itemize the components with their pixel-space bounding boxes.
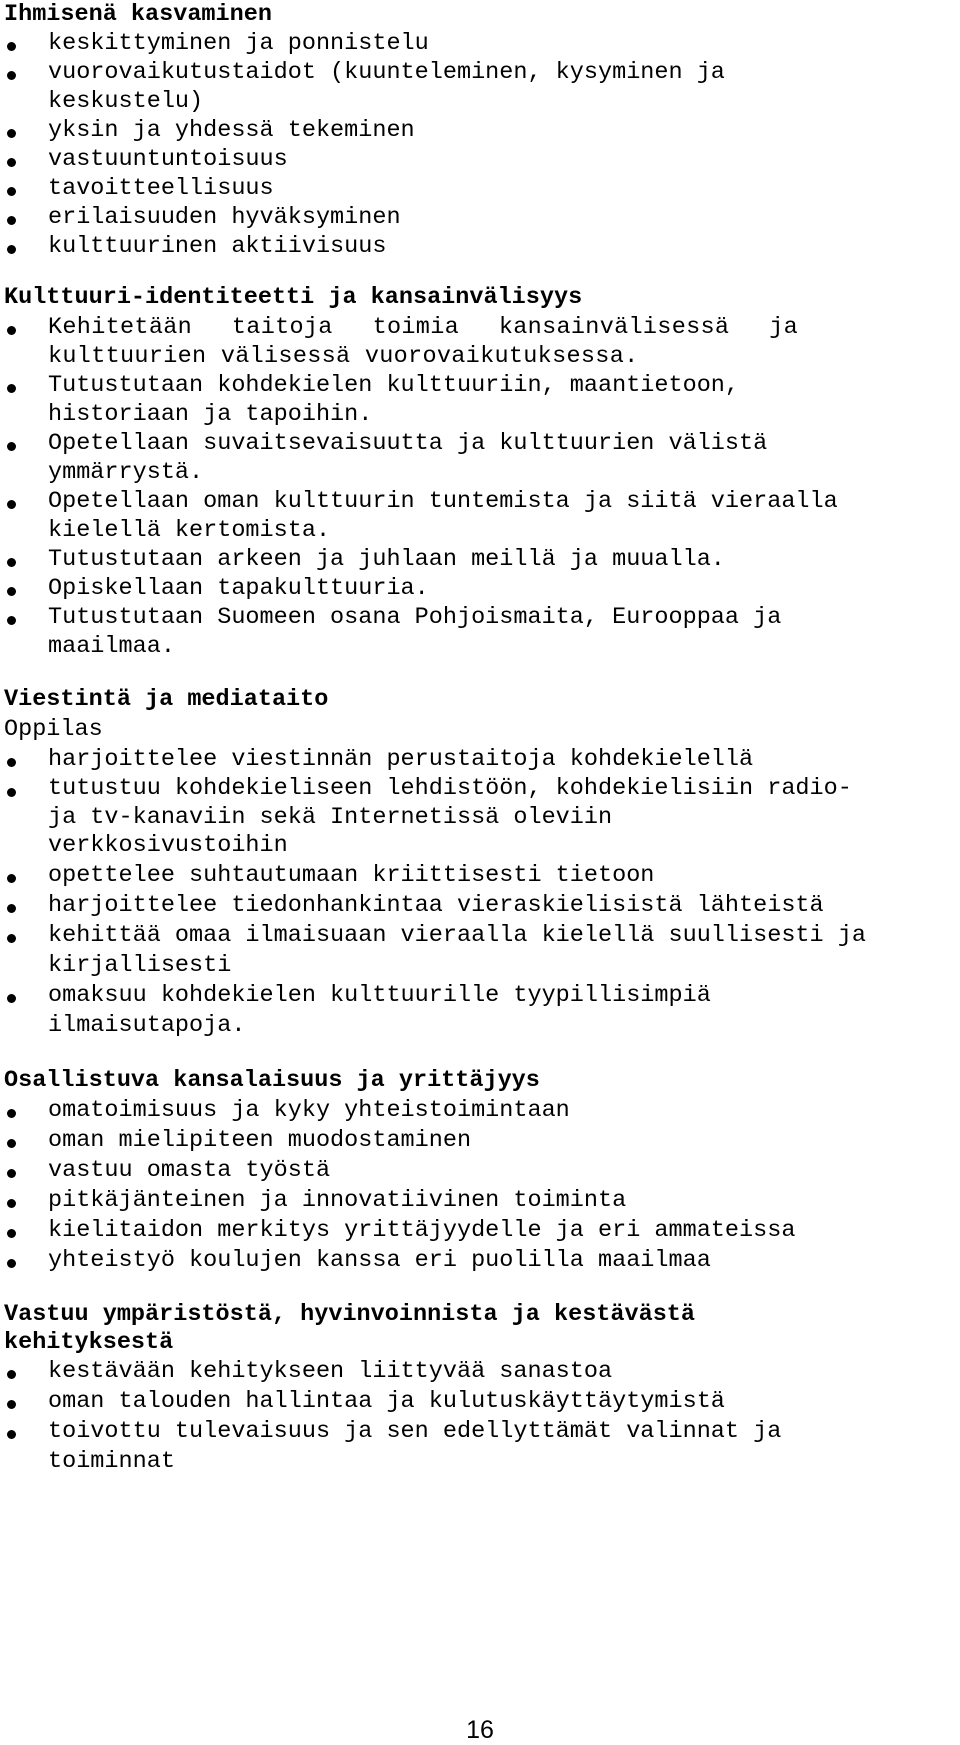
- list-item: vastuu omasta työstä: [4, 1156, 954, 1186]
- list-item: keskittyminen ja ponnistelu: [4, 29, 954, 58]
- list-item: harjoittelee viestinnän perustaitoja kohdekielellä: [4, 745, 954, 775]
- list-item: tutustuu kohdekieliseen lehdistöön, kohdekielisiin radio- ja tv-kanaviin sekä Internetissä oleviin verkkosivustoihin: [4, 775, 858, 861]
- bullet-list: [4, 29, 954, 261]
- section-intro: Oppilas: [4, 716, 103, 743]
- section-heading: Ihmisenä kasvaminen: [4, 1, 272, 28]
- list-item: tavoitteellisuus: [4, 174, 954, 203]
- section-heading: Osallistuva kansalaisuus ja yrittäjyys: [4, 1066, 540, 1094]
- list-item: vastuuntuntoisuus: [4, 145, 954, 174]
- bullet-list: [4, 1357, 954, 1477]
- section-vastuu-ymparistosta: [4, 1301, 954, 1477]
- list-item: opettelee suhtautumaan kriittisesti tietoon: [4, 861, 954, 891]
- section-heading: Viestintä ja mediataito: [4, 686, 329, 713]
- list-item: harjoittelee tiedonhankintaa vieraskielisistä lähteistä: [4, 891, 954, 921]
- list-item: Opetellaan oman kulttuurin tuntemista ja siitä vieraalla kielellä kertomista.: [4, 487, 948, 545]
- document-page: [4, 0, 954, 1477]
- list-item: oman talouden hallintaa ja kulutuskäyttäytymistä: [4, 1387, 954, 1417]
- list-item: Tutustutaan Suomeen osana Pohjoismaita, Eurooppaa ja maailmaa.: [4, 603, 848, 661]
- bullet-list: [4, 745, 954, 1041]
- list-item: kulttuurinen aktiivisuus: [4, 232, 954, 261]
- list-item: vuorovaikutustaidot (kuunteleminen, kysyminen ja keskustelu): [4, 58, 808, 116]
- list-item: yksin ja yhdessä tekeminen: [4, 116, 954, 145]
- list-item: pitkäjänteinen ja innovatiivinen toiminta: [4, 1186, 954, 1216]
- list-item: Kehitetään taitoja toimia kansainvälisessä ja kulttuurien välisessä vuorovaikutuksessa.: [4, 313, 798, 371]
- section-heading: Vastuu ympäristöstä, hyvinvoinnista ja kestävästä kehityksestä: [4, 1300, 696, 1356]
- list-item: omatoimisuus ja kyky yhteistoimintaan: [4, 1096, 954, 1126]
- section-heading: Kulttuuri-identiteetti ja kansainvälisyys: [4, 284, 583, 311]
- list-item: yhteistyö koulujen kanssa eri puolilla maailmaa: [4, 1246, 954, 1276]
- list-item: kehittää omaa ilmaisuaan vieraalla kielellä suullisesti ja kirjallisesti: [4, 921, 928, 981]
- bullet-list: [4, 1096, 954, 1276]
- section-kulttuuri-identiteetti: [4, 283, 954, 661]
- list-item: kestävään kehitykseen liittyvää sanastoa: [4, 1357, 954, 1387]
- list-item: Tutustutaan kohdekielen kulttuuriin, maantietoon, historiaan ja tapoihin.: [4, 371, 848, 429]
- list-item: oman mielipiteen muodostaminen: [4, 1126, 954, 1156]
- section-ihmisena-kasvaminen: [4, 0, 954, 261]
- list-item: omaksuu kohdekielen kulttuurille tyypillisimpiä ilmaisutapoja.: [4, 981, 808, 1041]
- section-viestinta-ja-mediataito: [4, 686, 954, 1041]
- list-item: erilaisuuden hyväksyminen: [4, 203, 954, 232]
- list-item: toivottu tulevaisuus ja sen edellyttämät valinnat ja toiminnat: [4, 1417, 828, 1477]
- list-item: Opiskellaan tapakulttuuria.: [4, 574, 954, 603]
- page-number: 16: [466, 1716, 494, 1744]
- list-item: Tutustutaan arkeen ja juhlaan meillä ja muualla.: [4, 545, 954, 574]
- section-osallistuva-kansalaisuus: [4, 1066, 954, 1276]
- list-item: Opetellaan suvaitsevaisuutta ja kulttuurien välistä ymmärrystä.: [4, 429, 848, 487]
- list-item: kielitaidon merkitys yrittäjyydelle ja eri ammateissa: [4, 1216, 954, 1246]
- bullet-list: [4, 313, 954, 661]
